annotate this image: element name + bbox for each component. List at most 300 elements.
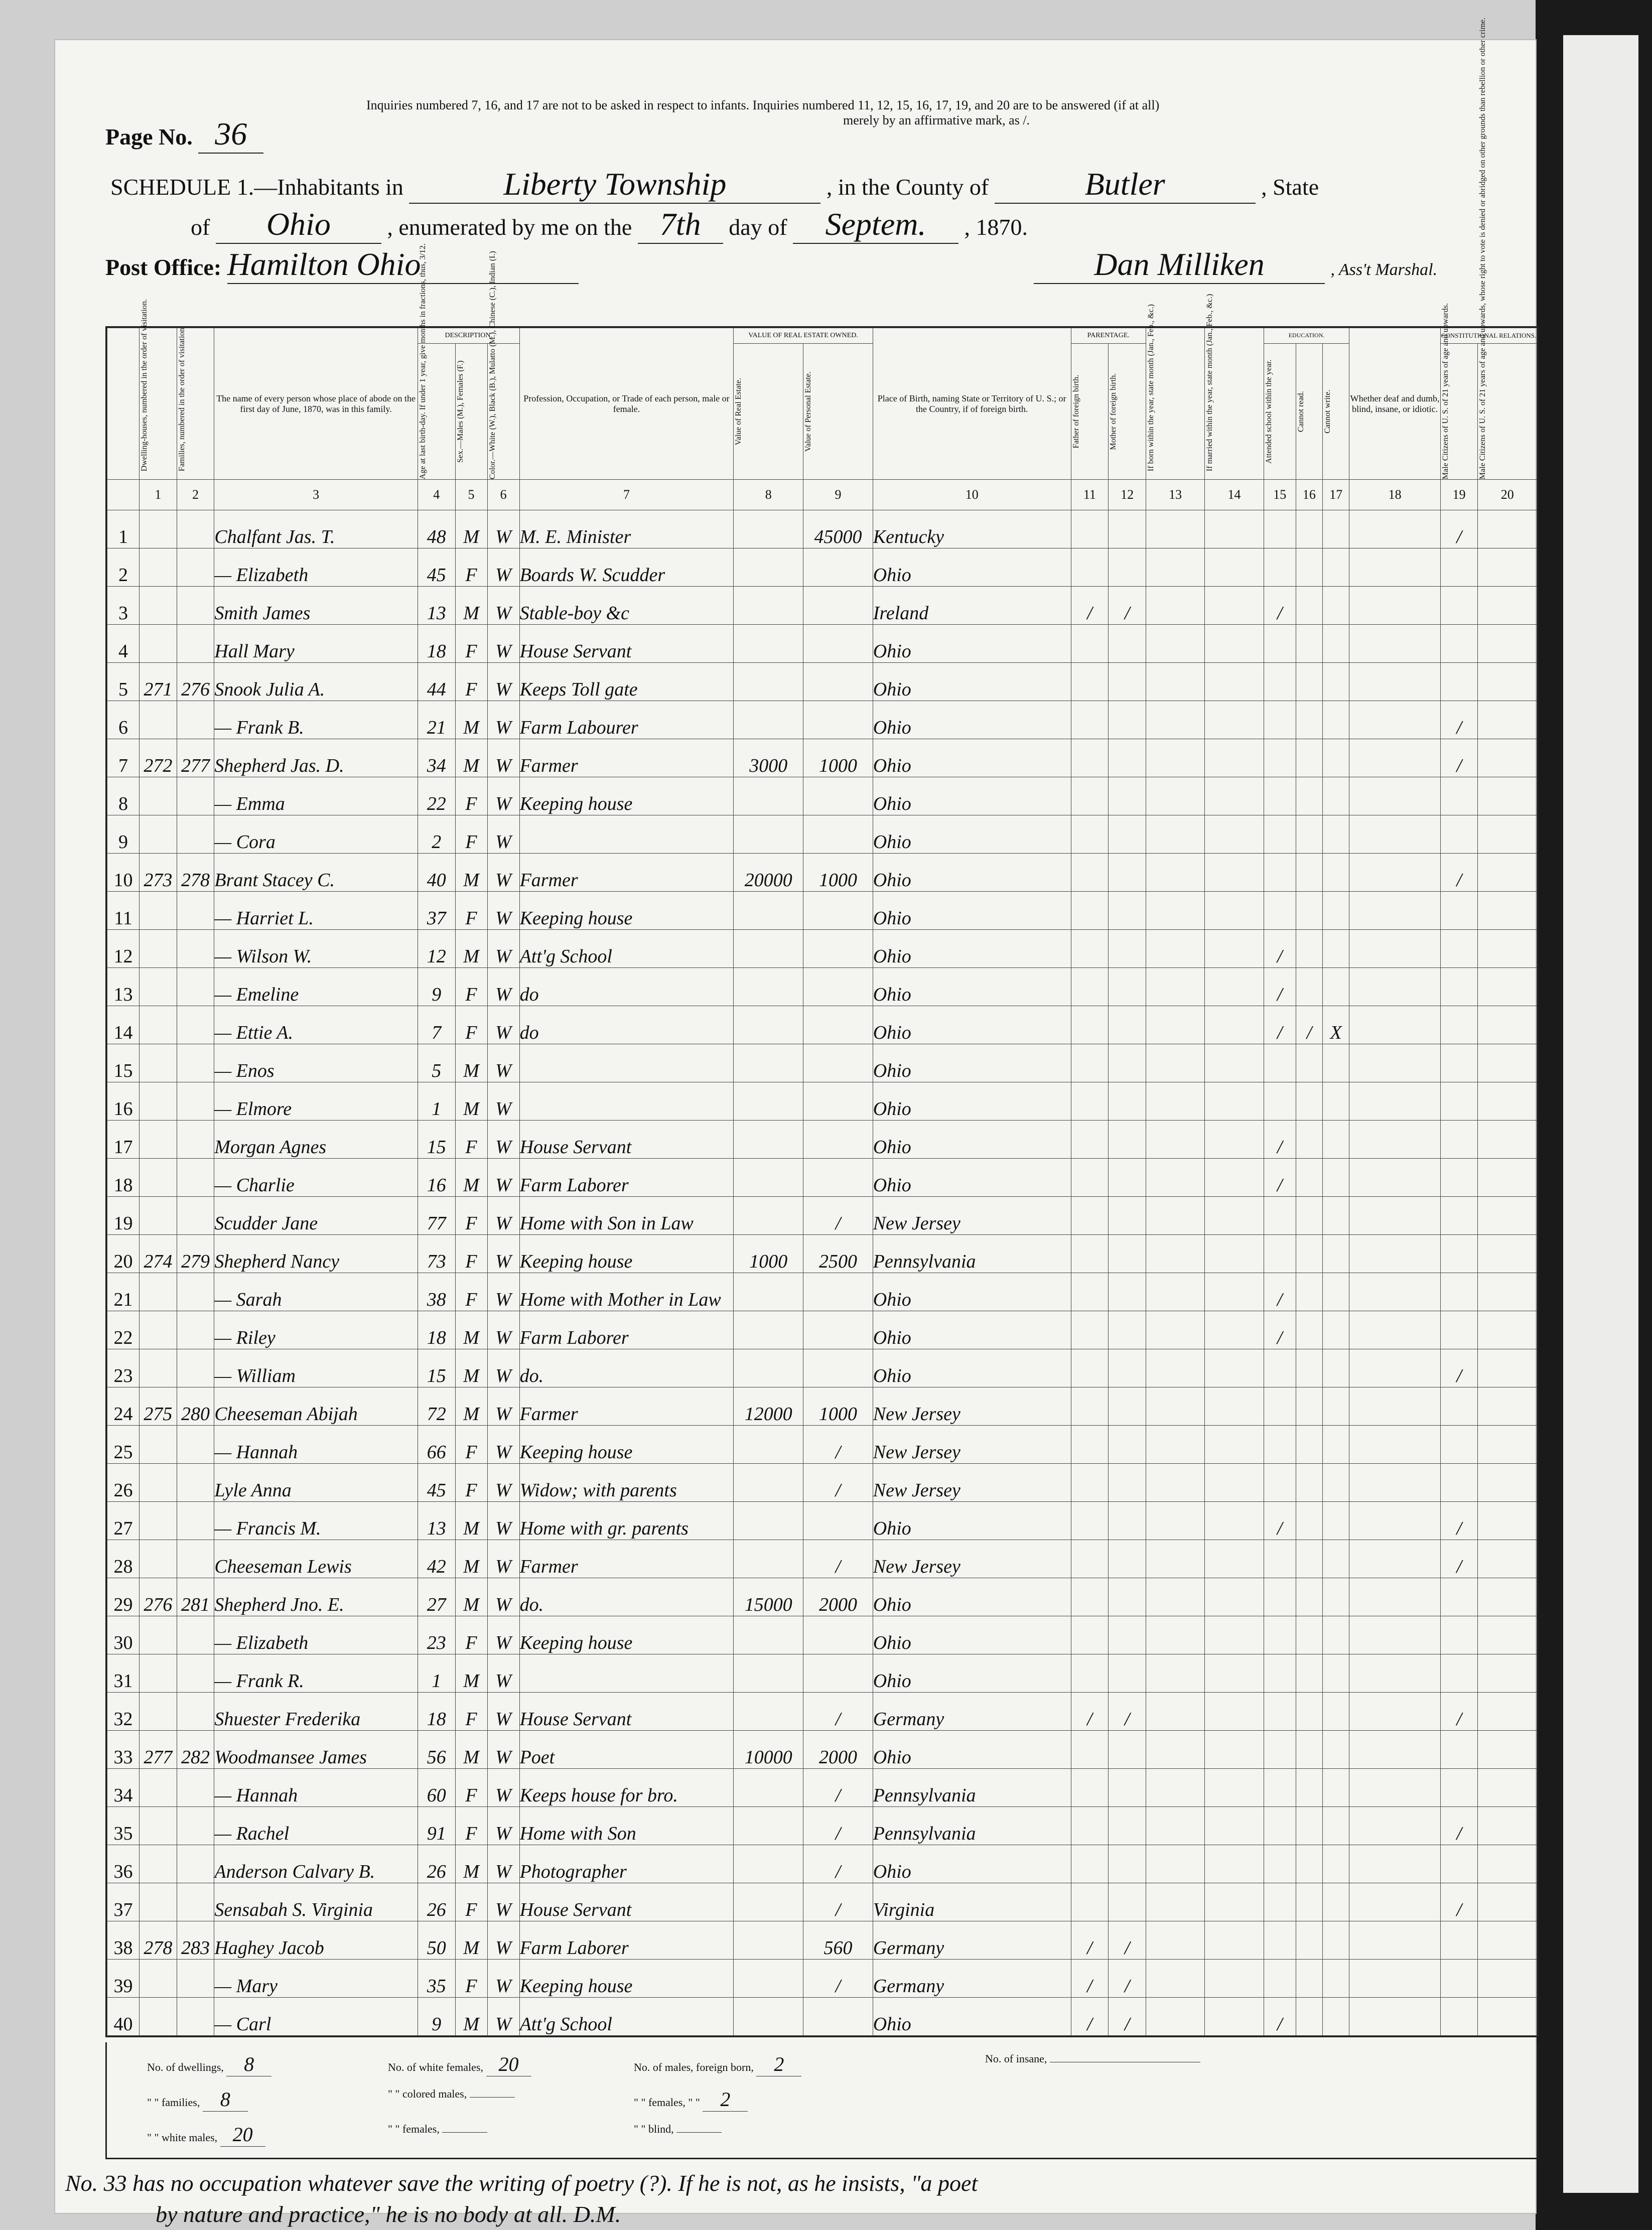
- male-citizen-21: /: [1440, 1540, 1478, 1578]
- row-number: 21: [107, 1273, 140, 1311]
- person-name: Smith James: [214, 587, 418, 625]
- deaf-blind-insane: [1349, 1273, 1440, 1311]
- dwelling-number: [140, 701, 177, 739]
- married-within-year: [1205, 1693, 1264, 1731]
- cannot-read: [1296, 1845, 1322, 1883]
- sex: F: [455, 1197, 487, 1235]
- color: W: [487, 1197, 519, 1235]
- row-number: 7: [107, 739, 140, 777]
- born-within-year: [1146, 625, 1204, 663]
- color: W: [487, 1121, 519, 1159]
- table-row: [107, 625, 1537, 663]
- dwelling-number: [140, 1540, 177, 1578]
- col-19-header: Male Citizens of U. S. of 21 years of age and upwards.: [1440, 344, 1478, 480]
- occupation: House Servant: [519, 1121, 734, 1159]
- birthplace: Ohio: [873, 968, 1071, 1006]
- table-row: [107, 1273, 1537, 1311]
- born-within-year: [1146, 1311, 1204, 1349]
- male-citizen-21: /: [1440, 1349, 1478, 1387]
- sex: F: [455, 815, 487, 854]
- row-number: 31: [107, 1654, 140, 1693]
- mother-foreign: [1109, 1540, 1146, 1578]
- occupation: Stable-boy &c: [519, 587, 734, 625]
- born-within-year: [1146, 1883, 1204, 1921]
- married-within-year: [1205, 1960, 1264, 1998]
- father-foreign: [1071, 815, 1109, 854]
- family-number: [177, 1502, 214, 1540]
- deaf-blind-insane: [1349, 854, 1440, 892]
- birthplace: Ohio: [873, 930, 1071, 968]
- family-number: 280: [177, 1387, 214, 1426]
- deaf-blind-insane: [1349, 1387, 1440, 1426]
- married-within-year: [1205, 1502, 1264, 1540]
- married-within-year: [1205, 701, 1264, 739]
- dwelling-number: [140, 1426, 177, 1464]
- father-foreign: [1071, 625, 1109, 663]
- occupation: Farm Labourer: [519, 701, 734, 739]
- family-number: [177, 1769, 214, 1807]
- mother-foreign: [1109, 854, 1146, 892]
- cannot-write: [1323, 701, 1349, 739]
- personal-estate-value: 1000: [803, 739, 873, 777]
- sex: M: [455, 1082, 487, 1121]
- attended-school: /: [1264, 1273, 1296, 1311]
- deaf-blind-insane: [1349, 815, 1440, 854]
- deaf-blind-insane: [1349, 587, 1440, 625]
- row-number: 30: [107, 1616, 140, 1654]
- sex: M: [455, 1502, 487, 1540]
- table-row: [107, 739, 1537, 777]
- cannot-write: [1323, 1845, 1349, 1883]
- real-estate-value: 20000: [734, 854, 803, 892]
- cannot-read: [1296, 1311, 1322, 1349]
- real-estate-value: [734, 1921, 803, 1960]
- real-estate-value: [734, 1197, 803, 1235]
- father-foreign: [1071, 1426, 1109, 1464]
- family-number: [177, 815, 214, 854]
- father-foreign: [1071, 1082, 1109, 1121]
- cannot-read: [1296, 1960, 1322, 1998]
- person-name: — Charlie: [214, 1159, 418, 1197]
- color: W: [487, 1235, 519, 1273]
- birthplace: Pennsylvania: [873, 1807, 1071, 1845]
- personal-estate-value: [803, 1502, 873, 1540]
- age: 34: [418, 739, 455, 777]
- day-value: 7th: [638, 206, 723, 244]
- father-foreign: [1071, 1883, 1109, 1921]
- married-within-year: [1205, 1807, 1264, 1845]
- note-line-1: No. 33 has no occupation whatever save the writing of poetry (?). If he is not, as he insists, "a poet: [65, 2170, 978, 2196]
- born-within-year: [1146, 739, 1204, 777]
- family-number: [177, 1845, 214, 1883]
- page-label: Page No.: [105, 124, 193, 150]
- row-number: 34: [107, 1769, 140, 1807]
- deaf-blind-insane: [1349, 930, 1440, 968]
- table-row: [107, 1387, 1537, 1426]
- col-20-header: Male Citizens of U. S. of 21 years of age and upwards, whose right to vote is denied or abridged on other grounds than rebellion or other crime.: [1478, 344, 1537, 480]
- person-name: Chalfant Jas. T.: [214, 510, 418, 548]
- table-row: [107, 1311, 1537, 1349]
- age: 18: [418, 625, 455, 663]
- row-number: 38: [107, 1921, 140, 1960]
- color: W: [487, 1044, 519, 1082]
- family-number: [177, 968, 214, 1006]
- personal-estate-value: [803, 1998, 873, 2036]
- real-estate-value: [734, 815, 803, 854]
- sex: M: [455, 1311, 487, 1349]
- cannot-read: [1296, 1273, 1322, 1311]
- born-within-year: [1146, 1426, 1204, 1464]
- deaf-blind-insane: [1349, 1883, 1440, 1921]
- color: W: [487, 548, 519, 587]
- family-number: [177, 1540, 214, 1578]
- real-estate-value: [734, 1998, 803, 2036]
- dwelling-number: [140, 1006, 177, 1044]
- attended-school: [1264, 663, 1296, 701]
- personal-estate-value: [803, 892, 873, 930]
- attended-school: [1264, 1731, 1296, 1769]
- family-number: [177, 510, 214, 548]
- deaf-blind-insane: [1349, 968, 1440, 1006]
- attended-school: [1264, 1044, 1296, 1082]
- deaf-blind-insane: [1349, 1235, 1440, 1273]
- color: W: [487, 1883, 519, 1921]
- blind-value: [676, 2132, 722, 2133]
- occupation: Photographer: [519, 1845, 734, 1883]
- cannot-read: [1296, 701, 1322, 739]
- personal-estate-value: /: [803, 1197, 873, 1235]
- birthplace: Ohio: [873, 663, 1071, 701]
- person-name: Haghey Jacob: [214, 1921, 418, 1960]
- occupation: Keeping house: [519, 1235, 734, 1273]
- real-estate-value: [734, 1082, 803, 1121]
- attended-school: [1264, 1693, 1296, 1731]
- age: 5: [418, 1044, 455, 1082]
- cannot-read: [1296, 968, 1322, 1006]
- married-within-year: [1205, 1159, 1264, 1197]
- vote-denied: [1478, 663, 1537, 701]
- mother-foreign: [1109, 1883, 1146, 1921]
- person-name: Lyle Anna: [214, 1464, 418, 1502]
- dwelling-number: [140, 1654, 177, 1693]
- male-citizen-21: /: [1440, 1807, 1478, 1845]
- married-within-year: [1205, 1235, 1264, 1273]
- occupation: do.: [519, 1578, 734, 1616]
- occupation: Home with gr. parents: [519, 1502, 734, 1540]
- cannot-write: [1323, 777, 1349, 815]
- color: W: [487, 1540, 519, 1578]
- person-name: — Riley: [214, 1311, 418, 1349]
- cannot-write: [1323, 892, 1349, 930]
- table-row: [107, 1654, 1537, 1693]
- real-estate-header: VALUE OF REAL ESTATE OWNED.: [734, 328, 873, 344]
- occupation: Farmer: [519, 739, 734, 777]
- person-name: Scudder Jane: [214, 1197, 418, 1235]
- person-name: Snook Julia A.: [214, 663, 418, 701]
- table-row: [107, 1731, 1537, 1769]
- summary-colored-females: " " females,: [388, 2123, 487, 2136]
- person-name: — Elizabeth: [214, 548, 418, 587]
- married-within-year: [1205, 1883, 1264, 1921]
- attended-school: [1264, 1082, 1296, 1121]
- cannot-write: [1323, 1616, 1349, 1654]
- schedule-label: SCHEDULE 1.—Inhabitants in: [110, 174, 403, 200]
- row-number: 29: [107, 1578, 140, 1616]
- row-number: 2: [107, 548, 140, 587]
- real-estate-value: [734, 625, 803, 663]
- deaf-blind-insane: [1349, 1044, 1440, 1082]
- vote-denied: [1478, 1121, 1537, 1159]
- born-within-year: [1146, 1578, 1204, 1616]
- post-office-line: [105, 246, 579, 284]
- male-citizen-21: /: [1440, 1883, 1478, 1921]
- cannot-write: [1323, 1273, 1349, 1311]
- real-estate-value: [734, 930, 803, 968]
- table-row: [107, 1349, 1537, 1387]
- occupation: [519, 815, 734, 854]
- male-citizen-21: [1440, 815, 1478, 854]
- cannot-write: [1323, 930, 1349, 968]
- personal-estate-value: /: [803, 1693, 873, 1731]
- attended-school: [1264, 1197, 1296, 1235]
- age: 60: [418, 1769, 455, 1807]
- color: W: [487, 1502, 519, 1540]
- vote-denied: [1478, 1426, 1537, 1464]
- vote-denied: [1478, 1807, 1537, 1845]
- dwelling-number: 275: [140, 1387, 177, 1426]
- attended-school: /: [1264, 968, 1296, 1006]
- deaf-blind-insane: [1349, 1616, 1440, 1654]
- male-citizen-21: /: [1440, 1693, 1478, 1731]
- cannot-write: [1323, 1731, 1349, 1769]
- real-estate-value: 1000: [734, 1235, 803, 1273]
- color: W: [487, 1273, 519, 1311]
- mother-foreign: [1109, 1616, 1146, 1654]
- cannot-read: [1296, 510, 1322, 548]
- deaf-blind-insane: [1349, 1349, 1440, 1387]
- cannot-write: [1323, 1807, 1349, 1845]
- table-row: [107, 1426, 1537, 1464]
- person-name: — Elmore: [214, 1082, 418, 1121]
- col-14-header: If married within the year, state month (Jan., Feb., &c.): [1205, 328, 1264, 480]
- attended-school: [1264, 1235, 1296, 1273]
- vote-denied: [1478, 1540, 1537, 1578]
- dwelling-number: [140, 625, 177, 663]
- male-citizen-21: [1440, 663, 1478, 701]
- mother-foreign: [1109, 815, 1146, 854]
- person-name: Sensabah S. Virginia: [214, 1883, 418, 1921]
- color: W: [487, 663, 519, 701]
- vote-denied: [1478, 1883, 1537, 1921]
- male-citizen-21: [1440, 1006, 1478, 1044]
- birthplace: Ohio: [873, 1845, 1071, 1883]
- real-estate-value: [734, 1769, 803, 1807]
- column-number: 12: [1109, 480, 1146, 510]
- dwelling-number: 278: [140, 1921, 177, 1960]
- age: 23: [418, 1616, 455, 1654]
- column-number: 20: [1478, 480, 1537, 510]
- family-number: [177, 587, 214, 625]
- vote-denied: [1478, 815, 1537, 854]
- birthplace: Ohio: [873, 739, 1071, 777]
- vote-denied: [1478, 1845, 1537, 1883]
- personal-estate-value: 1000: [803, 854, 873, 892]
- person-name: — Ettie A.: [214, 1006, 418, 1044]
- color: W: [487, 930, 519, 968]
- married-within-year: [1205, 1082, 1264, 1121]
- real-estate-value: [734, 1159, 803, 1197]
- born-within-year: [1146, 1921, 1204, 1960]
- table-row: [107, 587, 1537, 625]
- column-number: 19: [1440, 480, 1478, 510]
- person-name: — Frank B.: [214, 701, 418, 739]
- column-number: 2: [177, 480, 214, 510]
- married-within-year: [1205, 1311, 1264, 1349]
- birthplace: Ohio: [873, 777, 1071, 815]
- birthplace: Ohio: [873, 815, 1071, 854]
- cannot-read: [1296, 1540, 1322, 1578]
- cannot-read: [1296, 587, 1322, 625]
- family-number: [177, 892, 214, 930]
- table-row: [107, 1082, 1537, 1121]
- deaf-blind-insane: [1349, 1578, 1440, 1616]
- married-within-year: [1205, 548, 1264, 587]
- dwelling-number: 274: [140, 1235, 177, 1273]
- cannot-read: [1296, 1883, 1322, 1921]
- male-citizen-21: [1440, 1387, 1478, 1426]
- father-foreign: [1071, 968, 1109, 1006]
- real-estate-value: [734, 1502, 803, 1540]
- male-citizen-21: [1440, 1921, 1478, 1960]
- cannot-read: [1296, 1769, 1322, 1807]
- sex: F: [455, 1006, 487, 1044]
- married-within-year: [1205, 1921, 1264, 1960]
- col-11-header: Father of foreign birth.: [1071, 344, 1109, 480]
- sex: M: [455, 510, 487, 548]
- family-number: [177, 1311, 214, 1349]
- birthplace: Ireland: [873, 587, 1071, 625]
- born-within-year: [1146, 1731, 1204, 1769]
- personal-estate-value: 2500: [803, 1235, 873, 1273]
- deaf-blind-insane: [1349, 1693, 1440, 1731]
- dwelling-number: 273: [140, 854, 177, 892]
- vote-denied: [1478, 1235, 1537, 1273]
- family-number: [177, 1044, 214, 1082]
- cannot-read: [1296, 777, 1322, 815]
- born-within-year: [1146, 815, 1204, 854]
- table-row: [107, 1769, 1537, 1807]
- age: 18: [418, 1693, 455, 1731]
- male-citizen-21: [1440, 777, 1478, 815]
- cannot-write: [1323, 1693, 1349, 1731]
- vote-denied: [1478, 510, 1537, 548]
- row-number: 28: [107, 1540, 140, 1578]
- father-foreign: [1071, 701, 1109, 739]
- attended-school: [1264, 1845, 1296, 1883]
- married-within-year: [1205, 625, 1264, 663]
- age: 77: [418, 1197, 455, 1235]
- vote-denied: [1478, 1502, 1537, 1540]
- born-within-year: [1146, 854, 1204, 892]
- table-row: [107, 892, 1537, 930]
- mother-foreign: [1109, 892, 1146, 930]
- col-18-header: Whether deaf and dumb, blind, insane, or idiotic.: [1349, 328, 1440, 480]
- age: 73: [418, 1235, 455, 1273]
- deaf-blind-insane: [1349, 625, 1440, 663]
- real-estate-value: [734, 1006, 803, 1044]
- male-citizen-21: [1440, 1121, 1478, 1159]
- sex: F: [455, 1426, 487, 1464]
- row-number: 26: [107, 1464, 140, 1502]
- person-name: Shepherd Nancy: [214, 1235, 418, 1273]
- mother-foreign: [1109, 777, 1146, 815]
- family-number: 276: [177, 663, 214, 701]
- age: 1: [418, 1082, 455, 1121]
- column-number-row: [107, 480, 1537, 510]
- person-name: Shuester Frederika: [214, 1693, 418, 1731]
- father-foreign: [1071, 1654, 1109, 1693]
- father-foreign: [1071, 1121, 1109, 1159]
- father-foreign: [1071, 1197, 1109, 1235]
- father-foreign: [1071, 892, 1109, 930]
- attended-school: [1264, 1769, 1296, 1807]
- mother-foreign: [1109, 1273, 1146, 1311]
- cannot-read: [1296, 1502, 1322, 1540]
- birthplace: Ohio: [873, 1311, 1071, 1349]
- table-row: [107, 1616, 1537, 1654]
- vote-denied: [1478, 777, 1537, 815]
- family-number: [177, 1654, 214, 1693]
- table-row: [107, 815, 1537, 854]
- sex: M: [455, 1845, 487, 1883]
- occupation: Att'g School: [519, 930, 734, 968]
- mother-foreign: [1109, 548, 1146, 587]
- age: 91: [418, 1807, 455, 1845]
- cannot-write: [1323, 1578, 1349, 1616]
- deaf-blind-insane: [1349, 1464, 1440, 1502]
- father-foreign: [1071, 1807, 1109, 1845]
- vote-denied: [1478, 1921, 1537, 1960]
- occupation: Farmer: [519, 1387, 734, 1426]
- born-within-year: [1146, 1006, 1204, 1044]
- row-number-header: [107, 328, 140, 480]
- personal-estate-value: [803, 777, 873, 815]
- mother-foreign: [1109, 625, 1146, 663]
- person-name: Shepherd Jas. D.: [214, 739, 418, 777]
- father-foreign: [1071, 1540, 1109, 1578]
- person-name: — Sarah: [214, 1273, 418, 1311]
- occupation: Farm Laborer: [519, 1311, 734, 1349]
- table-row: [107, 510, 1537, 548]
- birthplace: Ohio: [873, 701, 1071, 739]
- male-citizen-21: [1440, 1273, 1478, 1311]
- dwelling-number: [140, 1693, 177, 1731]
- dwelling-number: [140, 930, 177, 968]
- row-number: 19: [107, 1197, 140, 1235]
- cannot-write: [1323, 1769, 1349, 1807]
- birthplace: Ohio: [873, 625, 1071, 663]
- male-citizen-21: /: [1440, 1502, 1478, 1540]
- born-within-year: [1146, 1235, 1204, 1273]
- mother-foreign: [1109, 1044, 1146, 1082]
- dwelling-number: [140, 1960, 177, 1998]
- birthplace: Germany: [873, 1921, 1071, 1960]
- father-foreign: /: [1071, 1921, 1109, 1960]
- mother-foreign: [1109, 1426, 1146, 1464]
- real-estate-value: [734, 1273, 803, 1311]
- dwelling-number: [140, 1998, 177, 2036]
- attended-school: [1264, 510, 1296, 548]
